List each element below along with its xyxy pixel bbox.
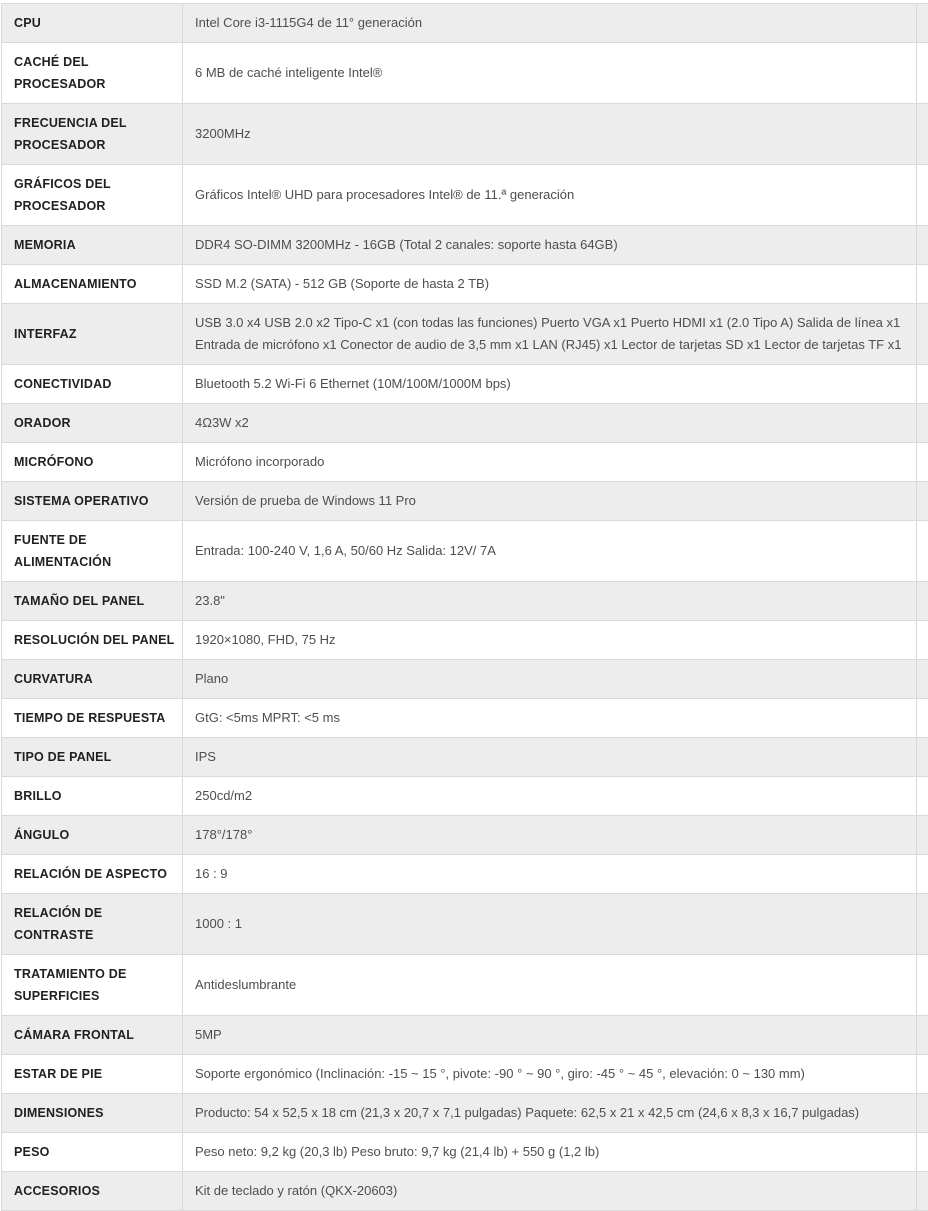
spec-value bbox=[183, 777, 928, 815]
spec-value bbox=[183, 365, 928, 403]
spec-label-text: GRÁFICOS DEL PROCESADOR bbox=[14, 177, 111, 213]
spec-value bbox=[183, 738, 928, 776]
spec-value-text: 5MP bbox=[195, 1027, 222, 1042]
spec-label bbox=[2, 1172, 183, 1210]
spec-label-text: DIMENSIONES bbox=[14, 1106, 104, 1120]
spec-label bbox=[2, 482, 183, 520]
spec-value-text: Entrada: 100-240 V, 1,6 A, 50/60 Hz Salida: 12V/ 7A bbox=[195, 543, 496, 558]
table-row bbox=[2, 365, 928, 404]
spec-label-text: CURVATURA bbox=[14, 672, 93, 686]
spec-label-text: FUENTE DE ALIMENTACIÓN bbox=[14, 533, 112, 569]
spec-value-text: 178°/178° bbox=[195, 827, 253, 842]
table-row bbox=[2, 404, 928, 443]
table-row bbox=[2, 521, 928, 582]
spec-label-text: TIEMPO DE RESPUESTA bbox=[14, 711, 166, 725]
spec-label bbox=[2, 894, 183, 954]
spec-label-text: SISTEMA OPERATIVO bbox=[14, 494, 149, 508]
spec-label bbox=[2, 404, 183, 442]
spec-value bbox=[183, 265, 928, 303]
spec-value bbox=[183, 1055, 928, 1093]
spec-label-text: ALMACENAMIENTO bbox=[14, 277, 137, 291]
spec-label-text: RELACIÓN DE CONTRASTE bbox=[14, 906, 103, 942]
table-row bbox=[2, 1055, 928, 1094]
spec-value bbox=[183, 955, 928, 1015]
spec-value-text: Gráficos Intel® UHD para procesadores Intel® de 11.ª generación bbox=[195, 187, 575, 202]
spec-label bbox=[2, 43, 183, 103]
spec-label bbox=[2, 226, 183, 264]
spec-value bbox=[183, 855, 928, 893]
spec-label bbox=[2, 443, 183, 481]
spec-label bbox=[2, 955, 183, 1015]
spec-value bbox=[183, 1172, 928, 1210]
table-row bbox=[2, 265, 928, 304]
spec-label-text: RELACIÓN DE ASPECTO bbox=[14, 867, 168, 881]
table-row bbox=[2, 165, 928, 226]
spec-value-text: GtG: <5ms MPRT: <5 ms bbox=[195, 710, 340, 725]
spec-label-text: ÁNGULO bbox=[14, 828, 70, 842]
spec-value-text: Soporte ergonómico (Inclinación: -15 ~ 15 °, pivote: -90 ° ~ 90 °, giro: -45 ° ~ 45 °, elevación: 0 ~ 130 mm) bbox=[195, 1066, 805, 1081]
table-row bbox=[2, 1172, 928, 1211]
spec-value bbox=[183, 621, 928, 659]
table-row bbox=[2, 1094, 928, 1133]
table-row bbox=[2, 777, 928, 816]
table-row bbox=[2, 4, 928, 43]
table-row bbox=[2, 660, 928, 699]
table-row bbox=[2, 855, 928, 894]
table-row bbox=[2, 482, 928, 521]
spec-label bbox=[2, 521, 183, 581]
spec-label-text: TRATAMIENTO DE SUPERFICIES bbox=[14, 967, 127, 1003]
spec-label bbox=[2, 1016, 183, 1054]
spec-label-text: TAMAÑO DEL PANEL bbox=[14, 594, 145, 608]
spec-value-text: USB 3.0 x4 USB 2.0 x2 Tipo-C x1 (con todas las funciones) Puerto VGA x1 Puerto HDMI x1 (2.0 Tipo A) Salida de línea x1 Entrada de micrófono x1 Conector de audio de 3,5 mm x1 LAN (RJ45) x1 Lector de tarjetas SD x1 Lector de tarjetas TF x1 bbox=[195, 315, 902, 352]
spec-value bbox=[183, 104, 928, 164]
spec-value-text: Intel Core i3-1115G4 de 11° generación bbox=[195, 15, 423, 30]
spec-label-text: BRILLO bbox=[14, 789, 62, 803]
spec-label bbox=[2, 4, 183, 42]
spec-value bbox=[183, 816, 928, 854]
spec-label bbox=[2, 660, 183, 698]
spec-value-text: 3200MHz bbox=[195, 126, 251, 141]
spec-value bbox=[183, 1016, 928, 1054]
table-row bbox=[2, 621, 928, 660]
table-row bbox=[2, 1133, 928, 1172]
spec-label-text: ACCESORIOS bbox=[14, 1184, 101, 1198]
spec-value-text: Bluetooth 5.2 Wi-Fi 6 Ethernet (10M/100M/1000M bps) bbox=[195, 376, 511, 391]
spec-value bbox=[183, 1094, 928, 1132]
spec-label bbox=[2, 365, 183, 403]
spec-label-text: RESOLUCIÓN DEL PANEL bbox=[14, 633, 175, 647]
spec-label bbox=[2, 265, 183, 303]
spec-label-text: MEMORIA bbox=[14, 238, 76, 252]
table-row bbox=[2, 582, 928, 621]
spec-label-text: FRECUENCIA DEL PROCESADOR bbox=[14, 116, 127, 152]
spec-label-text: CPU bbox=[14, 16, 41, 30]
spec-label-text: CONECTIVIDAD bbox=[14, 377, 112, 391]
spec-value-text: Antideslumbrante bbox=[195, 977, 297, 992]
spec-value bbox=[183, 165, 928, 225]
table-row bbox=[2, 955, 928, 1016]
table-row bbox=[2, 816, 928, 855]
spec-value-text: 4Ω3W x2 bbox=[195, 415, 249, 430]
spec-value bbox=[183, 443, 928, 481]
table-row bbox=[2, 104, 928, 165]
spec-value bbox=[183, 1133, 928, 1171]
spec-value bbox=[183, 482, 928, 520]
spec-label-text: ORADOR bbox=[14, 416, 71, 430]
spec-value-text: 250cd/m2 bbox=[195, 788, 253, 803]
spec-value-text: Peso neto: 9,2 kg (20,3 lb) Peso bruto: 9,7 kg (21,4 lb) + 550 g (1,2 lb) bbox=[195, 1144, 600, 1159]
spec-value-text: Micrófono incorporado bbox=[195, 454, 325, 469]
spec-value-text: IPS bbox=[195, 749, 216, 764]
spec-label bbox=[2, 1055, 183, 1093]
spec-value bbox=[183, 521, 928, 581]
spec-label-text: MICRÓFONO bbox=[14, 455, 94, 469]
spec-value bbox=[183, 582, 928, 620]
spec-label bbox=[2, 582, 183, 620]
table-row bbox=[2, 1016, 928, 1055]
spec-value bbox=[183, 699, 928, 737]
spec-value-text: 1920×1080, FHD, 75 Hz bbox=[195, 632, 336, 647]
spec-value-text: DDR4 SO-DIMM 3200MHz - 16GB (Total 2 canales: soporte hasta 64GB) bbox=[195, 237, 618, 252]
spec-label-text: INTERFAZ bbox=[14, 327, 77, 341]
spec-value bbox=[183, 404, 928, 442]
spec-label bbox=[2, 165, 183, 225]
spec-label bbox=[2, 1133, 183, 1171]
spec-value-text: Producto: 54 x 52,5 x 18 cm (21,3 x 20,7 x 7,1 pulgadas) Paquete: 62,5 x 21 x 42,5 cm (24,6 x 8,3 x 16,7 pulgadas) bbox=[195, 1105, 860, 1120]
spec-value bbox=[183, 226, 928, 264]
spec-label bbox=[2, 104, 183, 164]
spec-value-text: 6 MB de caché inteligente Intel® bbox=[195, 65, 383, 80]
spec-label bbox=[2, 777, 183, 815]
spec-value-text: 23.8" bbox=[195, 593, 225, 608]
spec-value bbox=[183, 4, 928, 42]
spec-value-text: 16 : 9 bbox=[195, 866, 228, 881]
spec-value-text: Plano bbox=[195, 671, 229, 686]
spec-label-text: PESO bbox=[14, 1145, 50, 1159]
table-row bbox=[2, 443, 928, 482]
table-row bbox=[2, 738, 928, 777]
spec-value-text: Versión de prueba de Windows 11 Pro bbox=[195, 493, 416, 508]
spec-label-text: TIPO DE PANEL bbox=[14, 750, 112, 764]
spec-label bbox=[2, 855, 183, 893]
table-row bbox=[2, 304, 928, 365]
spec-table bbox=[1, 3, 928, 1211]
spec-label-text: CACHÉ DEL PROCESADOR bbox=[14, 55, 106, 91]
spec-label bbox=[2, 304, 183, 364]
spec-label bbox=[2, 816, 183, 854]
spec-value bbox=[183, 660, 928, 698]
spec-label-text: CÁMARA FRONTAL bbox=[14, 1028, 135, 1042]
spec-label bbox=[2, 738, 183, 776]
spec-value-text: Kit de teclado y ratón (QKX-20603) bbox=[195, 1183, 398, 1198]
spec-value bbox=[183, 43, 928, 103]
spec-value-text: SSD M.2 (SATA) - 512 GB (Soporte de hasta 2 TB) bbox=[195, 276, 490, 291]
table-row bbox=[2, 894, 928, 955]
spec-label bbox=[2, 699, 183, 737]
spec-label bbox=[2, 1094, 183, 1132]
spec-value bbox=[183, 304, 928, 364]
table-row bbox=[2, 699, 928, 738]
spec-value bbox=[183, 894, 928, 954]
spec-value-text: 1000 : 1 bbox=[195, 916, 242, 931]
spec-label bbox=[2, 621, 183, 659]
spec-label-text: ESTAR DE PIE bbox=[14, 1067, 103, 1081]
table-row bbox=[2, 43, 928, 104]
table-row bbox=[2, 226, 928, 265]
